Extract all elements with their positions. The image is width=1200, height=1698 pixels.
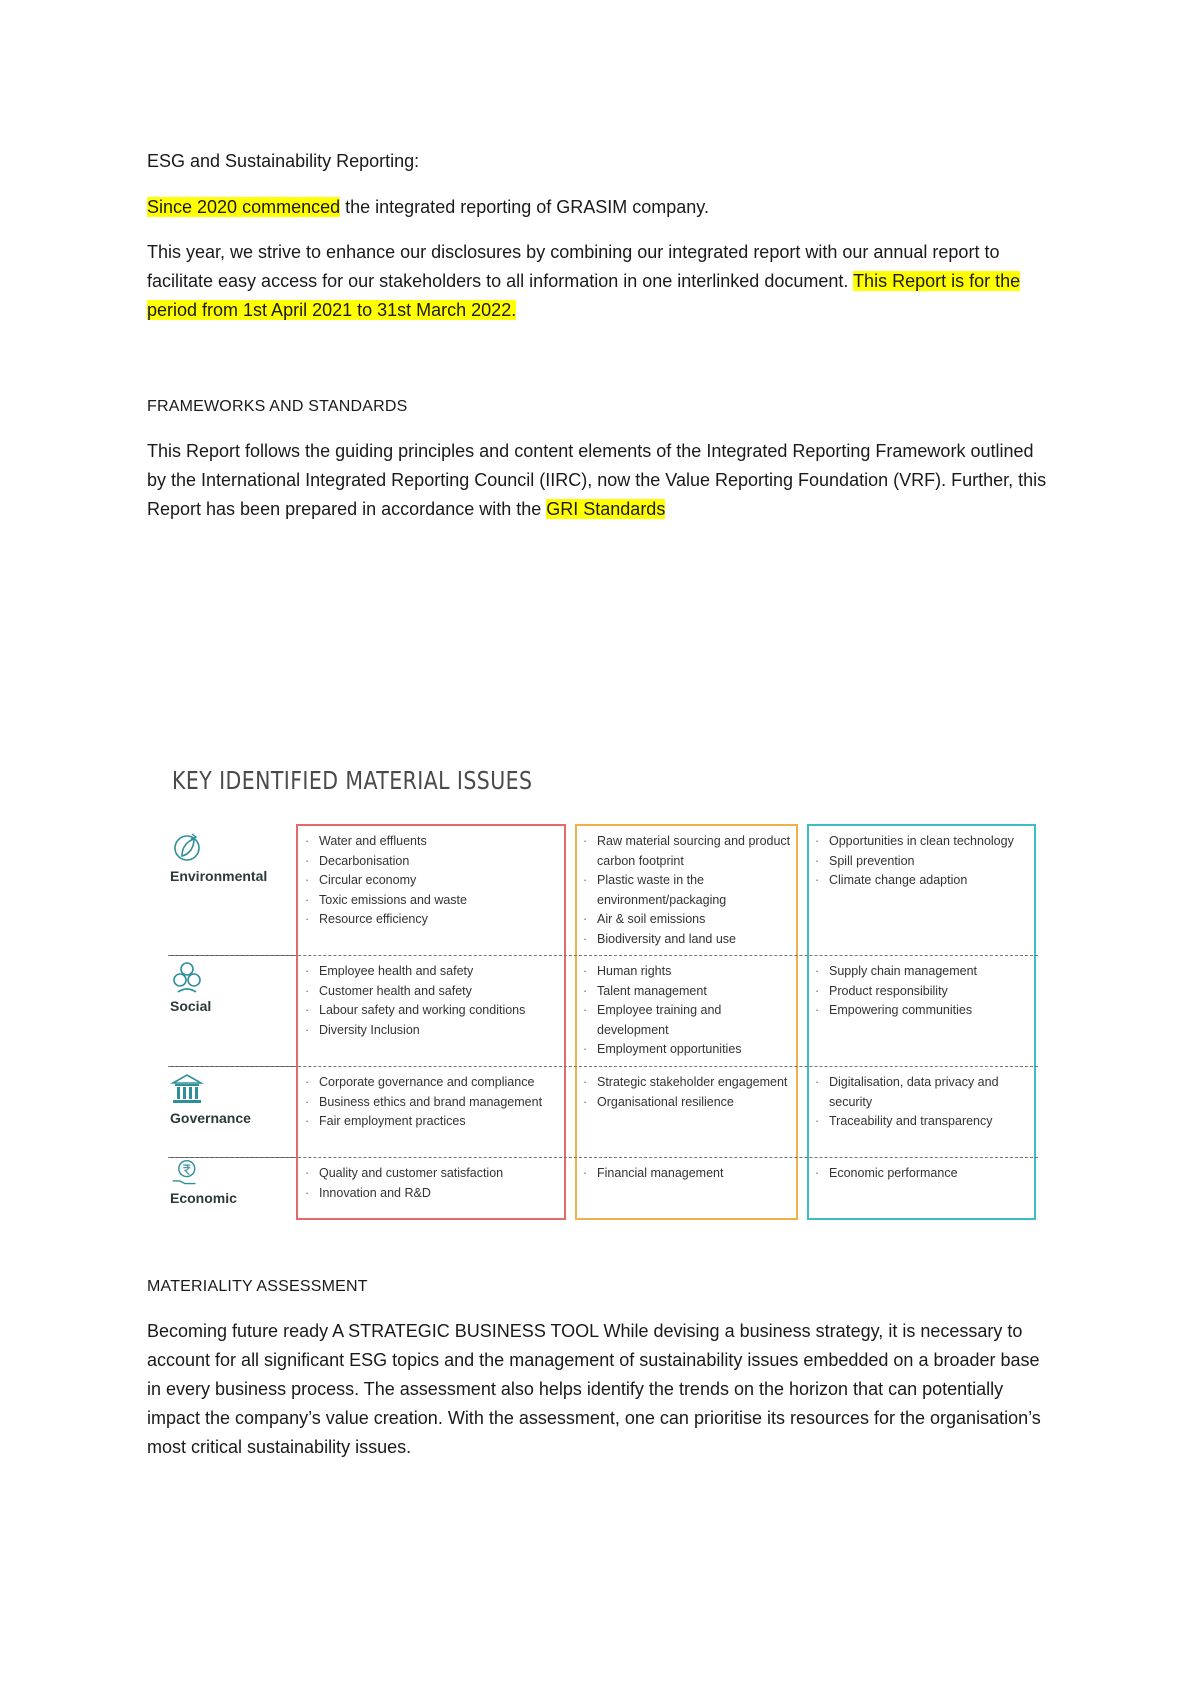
issue-item: · Quality and customer satisfaction — [303, 1164, 561, 1184]
issue-item: · Circular economy — [303, 871, 561, 891]
issue-item: · Opportunities in clean technology — [813, 832, 1031, 852]
category-social — [170, 960, 292, 1014]
issue-item: · Innovation and R&D — [303, 1184, 561, 1204]
frameworks-heading: FRAMEWORKS AND STANDARDS — [147, 398, 408, 415]
esg-heading: ESG and Sustainability Reporting: — [147, 151, 420, 171]
issues-cell — [581, 1164, 796, 1184]
reporting-period-paragraph — [147, 238, 1047, 325]
issue-item: · Customer health and safety — [303, 982, 561, 1002]
issue-item: · Spill prevention — [813, 852, 1031, 872]
issue-item: · Financial management — [581, 1164, 796, 1184]
issue-item: · Traceability and transparency — [813, 1112, 1031, 1132]
issue-item: · Human rights — [581, 962, 796, 982]
issue-item: · Climate change adaption — [813, 871, 1031, 891]
category-label: Social — [170, 998, 212, 1014]
issues-cell — [303, 1073, 561, 1132]
issue-item: · Digitalisation, data privacy and security — [813, 1073, 1031, 1112]
gri-highlight: GRI Standards — [546, 499, 666, 519]
people-icon — [170, 960, 204, 994]
category-label: Governance — [170, 1110, 251, 1126]
materiality-paragraph: Becoming future ready A STRATEGIC BUSINESS TOOL While devising a business strategy, it is necessary to account for all significant ESG topics and the management of sustainability issues embedded on a broader base in every business process. The assessment also helps identify the trends on the horizon that can potentially impact the company’s value creation. With the assessment, one can prioritise its resources for the organisation’s most critical sustainability issues. — [147, 1321, 1041, 1457]
issues-cell — [581, 962, 796, 1060]
issues-cell — [303, 1164, 561, 1203]
issue-item: · Plastic waste in the environment/packaging — [581, 871, 796, 910]
category-label: Economic — [170, 1190, 237, 1206]
figure-title: KEY IDENTIFIED MATERIAL ISSUES — [172, 766, 533, 795]
issue-item: · Strategic stakeholder engagement — [581, 1073, 796, 1093]
commenced-text: the integrated reporting of GRASIM company. — [340, 197, 709, 217]
frameworks-paragraph — [147, 437, 1047, 524]
category-economic — [170, 1158, 292, 1206]
issue-item: · Biodiversity and land use — [581, 930, 796, 950]
material-issues-figure — [168, 760, 1038, 1230]
rupee-hand-icon — [170, 1158, 200, 1188]
issue-item: · Resource efficiency — [303, 910, 561, 930]
issue-item: · Employment opportunities — [581, 1040, 796, 1060]
leaf-icon — [170, 830, 204, 864]
issue-item: · Economic performance — [813, 1164, 1031, 1184]
materiality-heading: MATERIALITY ASSESSMENT — [147, 1278, 368, 1295]
period-highlight: This Report is for the period from 1st April 2021 to 31st March 2022. — [147, 271, 1021, 320]
row-separator — [168, 1157, 1038, 1158]
category-label: Environmental — [170, 868, 268, 884]
issue-item: · Diversity Inclusion — [303, 1021, 561, 1041]
issues-cell — [303, 962, 561, 1040]
issue-item: · Organisational resilience — [581, 1093, 796, 1113]
issue-item: · Fair employment practices — [303, 1112, 561, 1132]
category-environmental — [170, 830, 292, 884]
issue-item: · Employee health and safety — [303, 962, 561, 982]
commenced-highlight: Since 2020 commenced — [147, 197, 341, 217]
commenced-paragraph — [147, 193, 1047, 222]
issue-item: · Labour safety and working conditions — [303, 1001, 561, 1021]
issues-cell — [581, 1073, 796, 1112]
year-text: This year, we strive to enhance our disclosures by combining our integrated report with our annual report to facilitate easy access for our stakeholders to all information in one interlinked document. — [147, 242, 1000, 291]
issue-item: · Corporate governance and compliance — [303, 1073, 561, 1093]
issue-item: · Air & soil emissions — [581, 910, 796, 930]
issue-item: · Raw material sourcing and product carbon footprint — [581, 832, 796, 871]
category-governance — [170, 1072, 292, 1126]
issues-cell — [813, 832, 1031, 891]
issue-item: · Employee training and development — [581, 1001, 796, 1040]
frameworks-text: This Report follows the guiding principles and content elements of the Integrated Reporting Framework outlined by the International Integrated Reporting Council (IIRC), now the Value Reporting Foundation (VRF). Further, this Report has been prepared in accordance with the — [147, 441, 1047, 519]
issue-item: · Empowering communities — [813, 1001, 1031, 1021]
issues-cell — [813, 1164, 1031, 1184]
issue-item: · Supply chain management — [813, 962, 1031, 982]
issue-item: · Talent management — [581, 982, 796, 1002]
row-separator — [168, 955, 1038, 956]
issues-cell — [581, 832, 796, 949]
issue-item: · Decarbonisation — [303, 852, 561, 872]
issue-item: · Business ethics and brand management — [303, 1093, 561, 1113]
issues-cell — [303, 832, 561, 930]
issues-cell — [813, 962, 1031, 1021]
institution-icon — [170, 1072, 204, 1106]
issue-item: · Toxic emissions and waste — [303, 891, 561, 911]
issues-cell — [813, 1073, 1031, 1132]
issue-item: · Water and effluents — [303, 832, 561, 852]
issue-item: · Product responsibility — [813, 982, 1031, 1002]
row-separator — [168, 1066, 1038, 1067]
